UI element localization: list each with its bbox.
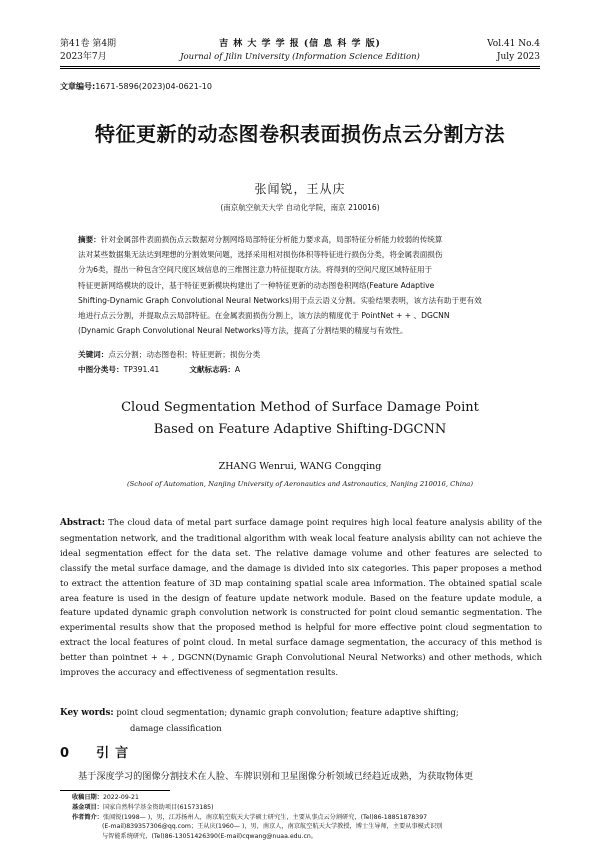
clc-label: 中图分类号： — [78, 365, 124, 374]
abstract-cn-label: 摘要： — [78, 235, 101, 244]
authors-en: ZHANG Wenrui, WANG Congqing — [218, 461, 382, 472]
keywords-en-line1: point cloud segmentation; dynamic graph convolution; feature adaptive shifting; — [113, 707, 459, 717]
header-right — [487, 38, 540, 64]
volume-en: Vol.41 No.4 — [487, 39, 540, 49]
journal-name-cn: 吉 林 大 学 学 报 (信 息 科 学 版) — [219, 39, 381, 49]
classification-cn — [78, 364, 534, 375]
footnote-received — [72, 793, 542, 803]
affiliation-en: (School of Automation, Nanjing University of Aeronautics and Astronautics, Nanjing 210016, China) — [126, 480, 473, 488]
received-date: 2022-09-21 — [102, 794, 139, 801]
abstract-en — [60, 515, 542, 680]
title-cn: 特征更新的动态图卷积表面损伤点云分割方法 — [95, 122, 505, 146]
header-rule-double — [60, 68, 540, 69]
affiliation-cn: (南京航空航天大学 自动化学院，南京 210016) — [220, 203, 380, 212]
keywords-cn-label: 关键词： — [78, 350, 109, 359]
article-number-label: 文章编号: — [60, 82, 96, 91]
fund-label: 基金项目： — [72, 803, 103, 811]
keywords-en — [60, 705, 542, 736]
intro-paragraph: 基于深度学习的图像分割技术在人脸、车牌识别和卫星图像分析领域已经趋近成熟，为获取物体更 — [78, 771, 474, 782]
date-en: July 2023 — [496, 52, 540, 62]
keywords-en-line2: damage classification — [130, 722, 222, 733]
header-rule — [60, 66, 540, 67]
author-bio-line2: (E-mail)839357306@qq.com；王从庆(1960— )，男，南京人，南京航空航天大学教授，博士生导师，主要从事模式识别 — [102, 823, 443, 831]
header-center — [60, 38, 540, 64]
keywords-cn-value: 点云分割；动态图卷积；特征更新；损伤分类 — [108, 350, 261, 359]
footnote-author — [72, 813, 542, 823]
date-cn: 2023年7月 — [60, 52, 107, 62]
abstract-cn-line: 地进行点云分割，并提取点云局部特征。在金属表面损伤分割上，该方法的精度优于 PointNet + + 、DGCNN — [78, 311, 450, 321]
author-bio-line1: 张闻锐(1998— )，男，江苏扬州人，南京航空航天大学硕士研究生，主要从事点云分割研究，(Tel)86-18851878397 — [102, 813, 428, 821]
keywords-cn — [78, 349, 534, 360]
received-label: 收稿日期： — [72, 794, 103, 801]
abstract-cn — [78, 232, 534, 338]
section-heading — [60, 742, 134, 761]
doc-code-value: A — [234, 365, 241, 374]
article-number — [60, 81, 212, 92]
journal-name-en: Journal of Jilin University (Information Science Edition) — [180, 52, 420, 62]
doc-code-label: 文献标志码： — [189, 365, 235, 374]
abstract-en-text: The cloud data of metal part surface damage point requires high local feature analysis ability of the segmentation network, and the traditional algorithm with weak local feature analysis ability can not achieve the ideal segmentation effect for the data set. The relative damage volume and other features are selected to classify the metal surface damage, and the damage is divided into six categories. This paper proposes a method to extract the attention feature of 3D map containing spatial scale area information. The obtained spatial scale area feature is used in the design of feature update network module. Based on the feature update module, a feature updated dynamic graph convolution network is constructed for point cloud semantic segmentation. The experimental results show that the proposed method is helpful for more effective point cloud segmentation to extract the local features of point cloud. In metal surface damage segmentation, the accuracy of this method is better than pointnet + + , DGCNN(Dynamic Graph Convolutional Neural Networks) and other methods, which improves the accuracy and effectiveness of segmentation results. — [60, 517, 542, 678]
keywords-en-label: Key words: — [60, 708, 114, 718]
author-bio-label: 作者简介： — [72, 813, 103, 821]
abstract-cn-line: Shifting-Dynamic Graph Convolutional Neural Networks)用于点云语义分割。实验结果表明，该方法有助于更有效 — [78, 295, 482, 305]
abstract-cn-line: 法对某些数据集无法达到理想的分割效果问题，选择采用相对损伤体积等特征进行损伤分类，将金属表面损伤 — [78, 250, 443, 260]
title-en-line1: Cloud Segmentation Method of Surface Damage Point — [121, 400, 479, 415]
abstract-en-label: Abstract: — [60, 518, 105, 528]
volume-cn: 第41卷 第4期 — [60, 39, 117, 49]
title-en — [0, 397, 600, 441]
abstract-cn-line: 分为6类，提出一种包含空间尺度区域信息的三维图注意力特征提取方法。将得到的空间尺度区域特征用于 — [78, 265, 433, 275]
footnote-rule — [60, 790, 170, 791]
clc-value: TP391.41 — [123, 365, 160, 374]
footnote — [72, 793, 542, 842]
abstract-cn-line: 特征更新网络模块的设计，基于特征更新模块构建出了一种特征更新的动态图卷积网络(Feature Adaptive — [78, 280, 435, 290]
title-en-line2: Based on Feature Adaptive Shifting-DGCNN — [153, 422, 447, 437]
article-number-value: 1671-5896(2023)04-0621-10 — [95, 82, 212, 91]
section-number: 0 — [60, 746, 76, 761]
abstract-cn-line: 针对金属部件表面损伤点云数据对分割网络局部特征分析能力要求高，局部特征分析能力较弱的传统算 — [100, 235, 443, 244]
section-title: 引言 — [96, 746, 135, 761]
authors-cn: 张闻锐，王从庆 — [254, 182, 346, 196]
fund-value: 国家自然科学基金资助项目(61573185) — [102, 803, 214, 811]
author-bio-line3: 与智能系统研究，(Tel)86-13051426390(E-mail)cqwang@nuaa.edu.cn。 — [102, 833, 317, 841]
abstract-cn-line: (Dynamic Graph Convolutional Neural Networks)等方法，提高了分割结果的精度与有效性。 — [78, 326, 408, 336]
footnote-fund — [72, 803, 542, 813]
